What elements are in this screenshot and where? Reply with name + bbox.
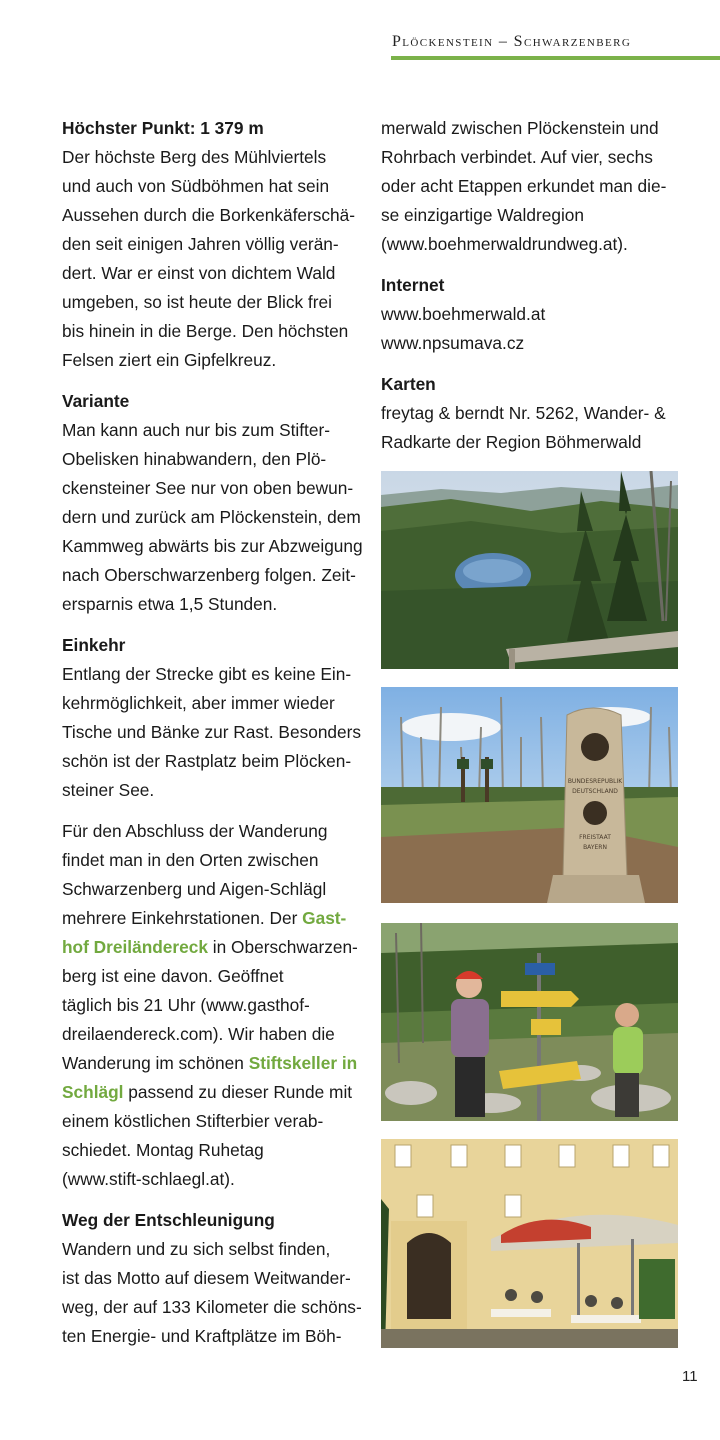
text-line: Man kann auch nur bis zum Stifter- xyxy=(62,420,330,440)
hikers-image xyxy=(381,923,678,1121)
text-line: oder acht Etappen erkundet man die- xyxy=(381,176,667,196)
text-line: Rohrbach verbindet. Auf vier, sechs xyxy=(381,147,653,167)
section-variante xyxy=(62,387,362,619)
text-line: freytag & berndt Nr. 5262, Wander- & xyxy=(381,403,666,423)
lake-view-image xyxy=(381,471,678,669)
text-line xyxy=(62,904,362,933)
text-line: kehrmöglichkeit, aber immer wieder xyxy=(62,693,335,713)
heading-internet: Internet xyxy=(381,275,445,295)
stiftskeller-image xyxy=(381,1139,678,1348)
text-line: steiner See. xyxy=(62,780,155,800)
text-fragment: in Oberschwarzen- xyxy=(207,937,358,957)
text-line: Aussehen durch die Borkenkäferschä- xyxy=(62,205,355,225)
text-line: dern und zurück am Plöckenstein, dem xyxy=(62,507,361,527)
text-line: merwald zwischen Plöckenstein und xyxy=(381,118,659,138)
header-rule xyxy=(391,56,720,60)
text-line: nach Oberschwarzenberg folgen. Zeit- xyxy=(62,565,356,585)
text-line xyxy=(62,933,362,962)
text-line: dreilaendereck.com). Wir haben die xyxy=(62,1024,335,1044)
link-stiftskeller-cont[interactable]: Schlägl xyxy=(62,1082,124,1102)
section-weg-der-entschleunigung xyxy=(62,1206,362,1351)
text-line: (www.boehmerwaldrundweg.at). xyxy=(381,234,628,254)
text-line: Der höchste Berg des Mühlviertels xyxy=(62,147,327,167)
link-gasthof-dreilaendereck[interactable]: Gast- xyxy=(302,908,347,928)
url-boehmerwald[interactable]: www.boehmerwald.at xyxy=(381,304,546,324)
section-abschluss xyxy=(62,817,362,1194)
text-fragment: passend zu dieser Runde mit xyxy=(123,1082,353,1102)
text-line: Obelisken hinabwandern, den Plö- xyxy=(62,449,327,469)
section-karten xyxy=(381,370,681,457)
photo-lake-view xyxy=(381,471,678,669)
text-line: Für den Abschluss der Wanderung xyxy=(62,821,328,841)
heading-weg-der-entschleunigung: Weg der Entschleunigung xyxy=(62,1210,275,1230)
text-line: weg, der auf 133 Kilometer die schöns- xyxy=(62,1297,362,1317)
stone-inscription-line: BUNDESREPUBLIK xyxy=(567,778,623,785)
text-line: (www.stift-schlaegl.at). xyxy=(62,1169,235,1189)
photo-stiftskeller xyxy=(381,1139,678,1348)
text-line: einem köstlichen Stifterbier verab- xyxy=(62,1111,324,1131)
text-line: ersparnis etwa 1,5 Stunden. xyxy=(62,594,278,614)
text-line: Schwarzenberg und Aigen-Schlägl xyxy=(62,879,327,899)
text-line: se einzigartige Waldregion xyxy=(381,205,585,225)
heading-einkehr: Einkehr xyxy=(62,635,126,655)
text-line: täglich bis 21 Uhr (www.gasthof- xyxy=(62,995,310,1015)
section-text xyxy=(62,416,362,619)
link-gasthof-dreilaendereck-cont[interactable]: hof Dreiländereck xyxy=(62,937,208,957)
stone-inscription-line: FREISTAAT xyxy=(579,834,611,841)
text-line: Entlang der Strecke gibt es keine Ein- xyxy=(62,664,352,684)
text-line: ten Energie- und Kraftplätze im Böh- xyxy=(62,1326,342,1346)
text-line: Tische und Bänke zur Rast. Besonders xyxy=(62,722,362,742)
text-line: schön ist der Rastplatz beim Plöcken- xyxy=(62,751,352,771)
photo-hikers-signpost xyxy=(381,923,678,1121)
text-line: ist das Motto auf diesem Weitwander- xyxy=(62,1268,351,1288)
link-stiftskeller[interactable]: Stiftskeller in xyxy=(248,1053,358,1073)
text-line: und auch von Südböhmen hat sein xyxy=(62,176,330,196)
border-stone-image xyxy=(381,687,678,903)
section-hoechster-punkt xyxy=(62,114,362,375)
text-line: umgeben, so ist heute der Blick frei xyxy=(62,292,332,312)
right-column xyxy=(381,114,681,469)
text-line: Wandern und zu sich selbst finden, xyxy=(62,1239,331,1259)
url-npsumava[interactable]: www.npsumava.cz xyxy=(381,333,525,353)
text-line: schiedet. Montag Ruhetag xyxy=(62,1140,264,1160)
section-text xyxy=(62,143,362,375)
section-einkehr xyxy=(62,631,362,805)
text-line: den seit einigen Jahren völlig verän- xyxy=(62,234,339,254)
section-text xyxy=(62,1235,362,1351)
heading-variante: Variante xyxy=(62,391,130,411)
text-line: findet man in den Orten zwischen xyxy=(62,850,319,870)
text-line: ckensteiner See nur von oben bewun- xyxy=(62,478,354,498)
stone-inscription-line: DEUTSCHLAND xyxy=(572,788,618,795)
text-line: Radkarte der Region Böhmerwald xyxy=(381,432,642,452)
stone-inscription-line: BAYERN xyxy=(583,844,607,851)
section-weg-continued xyxy=(381,114,681,259)
page-number: 11 xyxy=(682,1368,698,1385)
text-line xyxy=(62,1078,362,1107)
text-line: berg ist eine davon. Geöffnet xyxy=(62,966,284,986)
section-internet xyxy=(381,271,681,358)
text-line: Felsen ziert ein Gipfelkreuz. xyxy=(62,350,277,370)
text-line: Kammweg abwärts bis zur Abzweigung xyxy=(62,536,363,556)
text-line: dert. War er einst von dichtem Wald xyxy=(62,263,336,283)
text-line xyxy=(62,1049,362,1078)
text-line: bis hinein in die Berge. Den höchsten xyxy=(62,321,349,341)
photo-border-stone xyxy=(381,687,678,903)
heading-hoechster-punkt: Höchster Punkt: 1 379 m xyxy=(62,118,264,138)
text-fragment: mehrere Einkehrstationen. Der xyxy=(62,908,303,928)
running-header-title: Plöckenstein – Schwarzenberg xyxy=(392,33,632,50)
section-text xyxy=(62,660,362,805)
heading-karten: Karten xyxy=(381,374,436,394)
left-column xyxy=(62,114,362,1363)
text-fragment: Wanderung im schönen xyxy=(62,1053,249,1073)
